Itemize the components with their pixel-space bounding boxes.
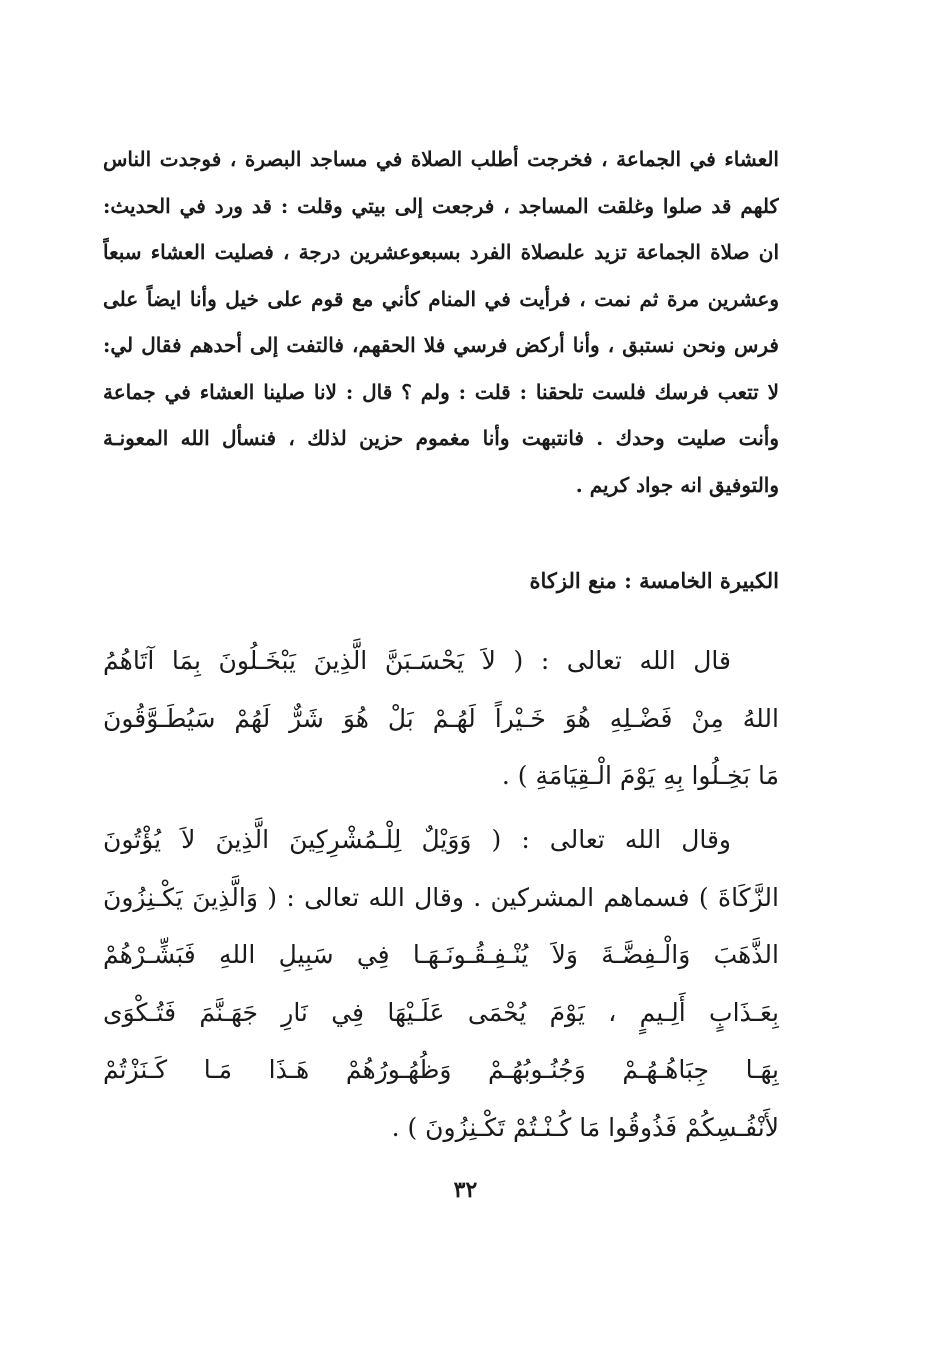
narrative-line: وأنت صليت وحدك . فانتبهت وأنا مغموم حزين لذلك ، فنسأل الله المعونـة [103, 426, 779, 450]
narrative-line: ان صلاة الجماعة تزيد علىصلاة الفرد بسبعوعشرين درجة ، فصليت العشاء سبعاً [103, 240, 779, 264]
verse-line: اللهُ مِنْ فَضْـلِهِ هُوَ خَـيْراً لَهُـمْ بَلْ هُوَ شَرٌّ لَهُمْ سَيُطَـوَّقُونَ [103, 703, 779, 733]
verse-line: مَا بَخِـلُوا بِهِ يَوْمَ الْـقِيَامَةِ ) . [501, 761, 779, 790]
section-heading: الكبيرة الخامسة : منع الزكاة [529, 568, 779, 593]
narrative-line: والتوفيق انه جواد كريم . [575, 472, 779, 497]
verse-line: بِعَـذَابٍ أَلِـيمٍ ، يَوْمَ يُحْمَى عَلَـيْهَا فِي نَارِ جَهَـنَّمَ فَتُـكْوَى [103, 997, 779, 1027]
verse-line: وقال الله تعالى : ( وَوَيْلٌ لِلْـمُشْرِكِينَ الَّذِينَ لاَ يُؤْتُونَ [103, 825, 731, 854]
narrative-line: كلهم قد صلوا وغلقت المساجد ، فرجعت إلى بيتي وقلت : قد ورد في الحديث: [103, 193, 779, 218]
narrative-paragraph [103, 136, 779, 508]
page-number: ٣٢ [453, 1177, 478, 1203]
narrative-line: لا تتعب فرسك فلست تلحقنا : قلت : ولم ؟ قال : لانا صلينا العشاء في جماعة [103, 379, 779, 404]
narrative-line: العشاء في الجماعة ، فخرجت أطلب الصلاة في مساجد البصرة ، فوجدت الناس [103, 147, 779, 171]
narrative-line: وعشرين مرة ثم نمت ، فرأيت في المنام كأني مع قوم على خيل وأنا ايضاً على [103, 286, 779, 311]
verse-paragraph-2 [103, 811, 779, 1156]
verse-paragraph-1 [103, 632, 779, 805]
verse-line: بِهَـا جِبَاهُـهُـمْ وَجُنُـوبُهُـمْ وَظُهُـورُهُمْ هَـذَا مَـا كَـنَزْتُمْ [103, 1055, 779, 1084]
narrative-line: فرس ونحن نستبق ، وأنا أركض فرسي فلا الحقهم، فالتفت إلى أحدهم فقال لي: [103, 333, 779, 357]
verse-line: لأَنْفُـسِكُمْ فَذُوقُوا مَا كُـنْـتُمْ تَكْـنِزُونَ ) . [391, 1112, 779, 1142]
verse-line: قال الله تعالى : ( لاَ يَحْسَـبَنَّ الَّذِينَ يَبْخَـلُونَ بِمَا آتَاهُمُ [103, 646, 731, 675]
verse-line: الزَّكَاةَ ) فسماهم المشركين . وقال الله تعالى : ( وَالَّذِينَ يَكْـنِزُونَ [103, 882, 779, 912]
verse-line: الذَّهَبَ وَالْـفِضَّـةَ وَلاَ يُنْـفِـقُـونَـهَـا فِي سَبِيلِ اللهِ فَبَشِّـرْهُمْ [103, 940, 779, 969]
